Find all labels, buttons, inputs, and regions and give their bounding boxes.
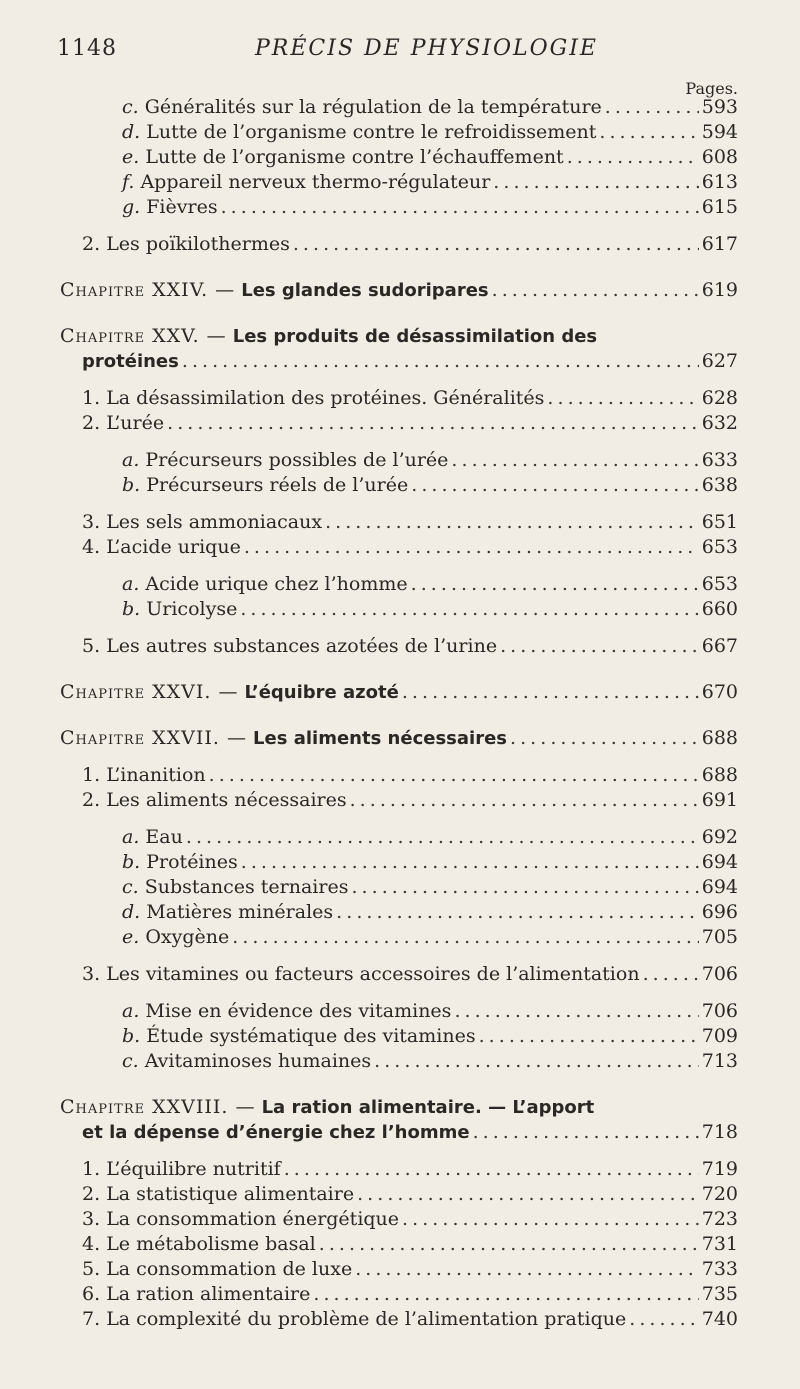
entry-letter: b. <box>122 598 141 620</box>
entry-page: 638 <box>701 474 738 496</box>
entry-letter: b. <box>122 474 141 496</box>
entry-letter: b. <box>122 1025 141 1047</box>
toc-entry <box>60 788 738 813</box>
chapter-number: Chapitre XXVI. — <box>60 681 239 703</box>
entry-title: Les aliments nécessaires <box>106 789 347 811</box>
entry-letter: e. <box>122 146 140 168</box>
pages-column-label: Pages. <box>685 79 738 98</box>
entry-title: Le métabolisme basal <box>106 1233 316 1255</box>
entry-number: 5. <box>82 1258 101 1280</box>
toc-entry <box>60 825 738 850</box>
entry-page: 660 <box>701 598 738 620</box>
chapter-title: Les aliments nécessaires <box>253 728 507 749</box>
chapter-page: 619 <box>701 279 738 301</box>
chapter-title: La ration alimentaire. — L’apport <box>261 1097 595 1118</box>
entry-letter: f. <box>122 171 135 193</box>
entry-number: 2. <box>82 233 101 255</box>
toc-entry <box>60 900 738 925</box>
entry-letter: e. <box>122 926 140 948</box>
entry-letter: d. <box>122 901 141 923</box>
entry-title: Précurseurs réels de l’urée <box>146 474 409 496</box>
toc-entry <box>60 634 738 659</box>
entry-title: Les autres substances azotées de l’urine <box>106 635 498 657</box>
entry-title: Substances ternaires <box>144 876 349 898</box>
entry-page: 615 <box>701 196 738 218</box>
entry-page: 705 <box>701 926 738 948</box>
entry-page: 723 <box>701 1208 738 1230</box>
entry-page: 720 <box>701 1183 738 1205</box>
entry-number: 4. <box>82 1233 101 1255</box>
entry-page: 696 <box>701 901 738 923</box>
toc-entry <box>60 572 738 597</box>
entry-page: 735 <box>701 1283 738 1305</box>
toc-entry <box>60 535 738 560</box>
toc-entry <box>60 411 738 436</box>
entry-page: 692 <box>701 826 738 848</box>
toc-entry <box>60 1207 738 1232</box>
chapter-page: 688 <box>701 727 738 749</box>
toc-entry <box>60 1307 738 1332</box>
entry-page: 633 <box>701 449 738 471</box>
toc-entry <box>60 1049 738 1074</box>
entry-title: Les poïkilothermes <box>106 233 290 255</box>
entry-page: 688 <box>701 764 738 786</box>
entry-title: L’acide urique <box>106 536 241 558</box>
entry-letter: a. <box>122 1000 140 1022</box>
chapter-number: Chapitre XXIV. — <box>60 279 236 301</box>
entry-page: 691 <box>701 789 738 811</box>
chapter-page: 670 <box>701 681 738 703</box>
chapter-number: Chapitre XXVII. — <box>60 727 247 749</box>
entry-title: L’inanition <box>106 764 206 786</box>
toc-entry <box>60 850 738 875</box>
entry-page: 617 <box>701 233 738 255</box>
entry-number: 6. <box>82 1283 101 1305</box>
entry-title: La consommation énergétique <box>106 1208 400 1230</box>
entry-number: 3. <box>82 1208 101 1230</box>
entry-title: Appareil nerveux thermo-régulateur <box>140 171 491 193</box>
entry-page: 608 <box>701 146 738 168</box>
toc-entry <box>60 1257 738 1282</box>
entry-number: 7. <box>82 1308 101 1330</box>
entry-number: 1. <box>82 764 101 786</box>
entry-title: Eau <box>145 826 183 848</box>
toc-entry <box>60 962 738 987</box>
entry-number: 3. <box>82 963 101 985</box>
page-header <box>0 36 800 66</box>
entry-letter: d. <box>122 121 141 143</box>
entry-page: 694 <box>701 851 738 873</box>
table-of-contents <box>60 95 738 1332</box>
chapter-title-continued: et la dépense d’énergie chez l’homme <box>82 1122 470 1143</box>
entry-title: Protéines <box>146 851 238 873</box>
entry-page: 731 <box>701 1233 738 1255</box>
entry-title: Acide urique chez l’homme <box>145 573 408 595</box>
entry-letter: c. <box>122 1050 139 1072</box>
entry-title: Lutte de l’organisme contre l’échauffement <box>145 146 564 168</box>
chapter-title: Les produits de désassimilation des <box>232 326 598 347</box>
entry-page: 706 <box>701 963 738 985</box>
entry-title: L’urée <box>106 412 165 434</box>
entry-page: 613 <box>701 171 738 193</box>
toc-entry <box>60 120 738 145</box>
chapter-entry <box>60 680 738 705</box>
entry-title: Matières minérales <box>146 901 334 923</box>
entry-letter: a. <box>122 449 140 471</box>
entry-title: L’équilibre nutritif <box>106 1158 281 1180</box>
entry-title: Précurseurs possibles de l’urée <box>145 449 449 471</box>
entry-page: 706 <box>701 1000 738 1022</box>
entry-number: 2. <box>82 412 101 434</box>
entry-number: 4. <box>82 536 101 558</box>
toc-entry <box>60 1182 738 1207</box>
chapter-title: Les glandes sudoripares <box>241 280 489 301</box>
entry-letter: a. <box>122 573 140 595</box>
toc-entry <box>60 232 738 257</box>
chapter-entry <box>60 278 738 303</box>
entry-number: 2. <box>82 789 101 811</box>
chapter-entry <box>60 726 738 751</box>
entry-title: Avitaminoses humaines <box>144 1050 372 1072</box>
toc-entry <box>60 1157 738 1182</box>
chapter-entry <box>60 1095 738 1120</box>
entry-page: 594 <box>701 121 738 143</box>
entry-title: Fièvres <box>146 196 218 218</box>
toc-entry <box>60 473 738 498</box>
entry-page: 628 <box>701 387 738 409</box>
entry-letter: a. <box>122 826 140 848</box>
entry-title: Étude systématique des vitamines <box>146 1025 476 1047</box>
running-title: PRÉCIS DE PHYSIOLOGIE <box>255 36 598 61</box>
toc-entry <box>60 386 738 411</box>
entry-page: 593 <box>701 96 738 118</box>
toc-entry <box>60 1282 738 1307</box>
entry-number: 2. <box>82 1183 101 1205</box>
toc-entry <box>60 95 738 120</box>
chapter-page: 627 <box>701 350 738 372</box>
toc-entry <box>60 763 738 788</box>
entry-page: 653 <box>701 536 738 558</box>
toc-entry <box>60 875 738 900</box>
entry-letter: c. <box>122 876 139 898</box>
entry-page: 709 <box>701 1025 738 1047</box>
entry-title: La statistique alimentaire <box>106 1183 355 1205</box>
entry-page: 694 <box>701 876 738 898</box>
chapter-number: Chapitre XXV. — <box>60 325 227 347</box>
chapter-entry <box>60 324 738 349</box>
entry-title: Lutte de l’organisme contre le refroidissement <box>146 121 597 143</box>
chapter-title-continued: protéines <box>82 351 179 372</box>
entry-page: 667 <box>701 635 738 657</box>
entry-title: La désassimilation des protéines. Généralités <box>106 387 545 409</box>
entry-title: La consommation de luxe <box>106 1258 353 1280</box>
entry-title: Uricolyse <box>146 598 238 620</box>
entry-number: 1. <box>82 387 101 409</box>
entry-page: 713 <box>701 1050 738 1072</box>
chapter-entry-continued <box>60 1120 738 1145</box>
entry-number: 1. <box>82 1158 101 1180</box>
entry-page: 653 <box>701 573 738 595</box>
entry-number: 5. <box>82 635 101 657</box>
entry-page: 719 <box>701 1158 738 1180</box>
chapter-title: L’équibre azoté <box>244 682 399 703</box>
entry-letter: c. <box>122 96 139 118</box>
toc-entry <box>60 999 738 1024</box>
entry-page: 651 <box>701 511 738 533</box>
entry-title: Généralités sur la régulation de la température <box>144 96 602 118</box>
entry-title: Mise en évidence des vitamines <box>145 1000 452 1022</box>
entry-title: Les sels ammoniacaux <box>106 511 323 533</box>
toc-entry <box>60 1024 738 1049</box>
toc-entry <box>60 925 738 950</box>
entry-title: Oxygène <box>145 926 230 948</box>
entry-title: Les vitamines ou facteurs accessoires de l’alimentation <box>106 963 640 985</box>
chapter-entry-continued <box>60 349 738 374</box>
toc-group-temperature <box>60 95 738 220</box>
chapter-page: 718 <box>701 1121 738 1143</box>
entry-page: 733 <box>701 1258 738 1280</box>
entry-letter: b. <box>122 851 141 873</box>
toc-entry <box>60 510 738 535</box>
entry-page: 740 <box>701 1308 738 1330</box>
entry-letter: g. <box>122 196 141 218</box>
chapter-number: Chapitre XXVIII. — <box>60 1096 256 1118</box>
toc-entry <box>60 170 738 195</box>
toc-entry <box>60 145 738 170</box>
page-number: 1148 <box>57 36 117 61</box>
entry-number: 3. <box>82 511 101 533</box>
toc-entry <box>60 597 738 622</box>
toc-entry <box>60 1232 738 1257</box>
toc-entry <box>60 448 738 473</box>
entry-page: 632 <box>701 412 738 434</box>
toc-entry <box>60 195 738 220</box>
entry-title: La complexité du problème de l’alimentation pratique <box>106 1308 627 1330</box>
entry-title: La ration alimentaire <box>106 1283 311 1305</box>
